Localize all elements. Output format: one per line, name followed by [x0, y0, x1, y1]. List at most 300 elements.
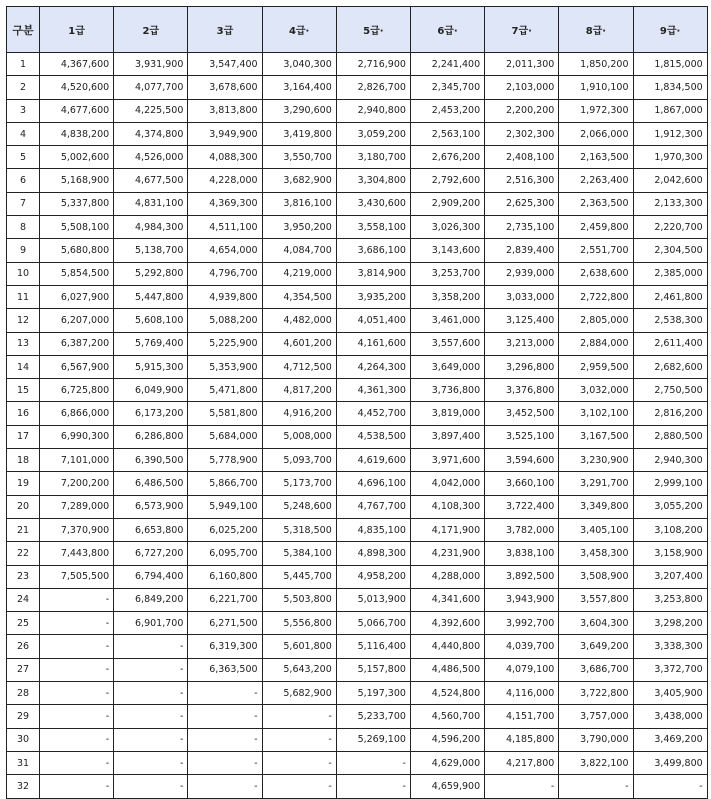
salary-cell: 4,817,200 [262, 379, 336, 402]
salary-cell: 5,066,700 [336, 612, 410, 635]
salary-cell: 4,939,800 [188, 285, 262, 308]
row-step-cell: 19 [7, 472, 40, 495]
salary-cell: 3,230,900 [559, 449, 633, 472]
salary-cell: - [114, 682, 188, 705]
table-row [7, 472, 708, 495]
salary-cell: 3,438,000 [633, 705, 707, 728]
salary-cell: 3,897,400 [410, 425, 484, 448]
salary-cell: 4,767,700 [336, 495, 410, 518]
salary-cell: - [40, 705, 114, 728]
row-step-cell: 1 [7, 53, 40, 76]
salary-cell: 6,387,200 [40, 332, 114, 355]
salary-cell: 7,370,900 [40, 518, 114, 541]
salary-cell: 4,601,200 [262, 332, 336, 355]
salary-cell: 3,291,700 [559, 472, 633, 495]
salary-cell: 2,805,000 [559, 309, 633, 332]
table-row [7, 658, 708, 681]
salary-cell: 3,405,100 [559, 518, 633, 541]
row-step-cell: 10 [7, 262, 40, 285]
salary-cell: 3,452,500 [485, 402, 559, 425]
salary-cell: 4,341,600 [410, 588, 484, 611]
salary-cell: 4,079,100 [485, 658, 559, 681]
salary-cell: 4,077,700 [114, 76, 188, 99]
salary-cell: 5,088,200 [188, 309, 262, 332]
salary-cell: 3,547,400 [188, 53, 262, 76]
row-step-cell: 26 [7, 635, 40, 658]
salary-cell: 3,892,500 [485, 565, 559, 588]
salary-cell: 3,349,800 [559, 495, 633, 518]
header-cell-category: 구분 [7, 7, 40, 53]
salary-cell: 5,337,800 [40, 192, 114, 215]
salary-cell: 2,716,900 [336, 53, 410, 76]
salary-cell: 2,826,700 [336, 76, 410, 99]
salary-table [6, 6, 708, 799]
table-row [7, 379, 708, 402]
salary-cell: 6,866,000 [40, 402, 114, 425]
header-cell-grade-2: 2급 [114, 7, 188, 53]
table-row [7, 542, 708, 565]
salary-cell: 3,164,400 [262, 76, 336, 99]
salary-cell: 3,649,200 [559, 635, 633, 658]
salary-cell: 6,271,500 [188, 612, 262, 635]
salary-cell: 5,447,800 [114, 285, 188, 308]
salary-cell: 4,696,100 [336, 472, 410, 495]
salary-cell: 2,516,300 [485, 169, 559, 192]
salary-cell: 4,369,300 [188, 192, 262, 215]
salary-cell: 5,168,900 [40, 169, 114, 192]
salary-cell: 6,727,200 [114, 542, 188, 565]
salary-cell: 5,384,100 [262, 542, 336, 565]
salary-cell: 6,286,800 [114, 425, 188, 448]
salary-cell: 5,008,000 [262, 425, 336, 448]
salary-cell: 3,814,900 [336, 262, 410, 285]
salary-cell: 2,682,600 [633, 355, 707, 378]
salary-cell: - [188, 705, 262, 728]
table-row [7, 76, 708, 99]
salary-cell: 3,213,000 [485, 332, 559, 355]
salary-cell: 2,940,800 [336, 99, 410, 122]
salary-cell: 3,943,900 [485, 588, 559, 611]
salary-cell: 4,482,000 [262, 309, 336, 332]
row-step-cell: 24 [7, 588, 40, 611]
salary-cell: - [559, 775, 633, 798]
table-row [7, 495, 708, 518]
salary-cell: - [40, 682, 114, 705]
salary-cell: 5,445,700 [262, 565, 336, 588]
row-step-cell: 32 [7, 775, 40, 798]
salary-cell: 4,264,300 [336, 355, 410, 378]
row-step-cell: 17 [7, 425, 40, 448]
row-step-cell: 4 [7, 122, 40, 145]
salary-cell: 3,461,000 [410, 309, 484, 332]
salary-cell: - [40, 635, 114, 658]
salary-cell: 5,680,800 [40, 239, 114, 262]
salary-cell: - [40, 751, 114, 774]
salary-cell: 3,499,800 [633, 751, 707, 774]
salary-cell: 3,032,000 [559, 379, 633, 402]
salary-cell: 3,059,200 [336, 122, 410, 145]
salary-cell: - [262, 775, 336, 798]
salary-cell: 4,659,900 [410, 775, 484, 798]
salary-cell: 3,055,200 [633, 495, 707, 518]
salary-cell: - [633, 775, 707, 798]
salary-cell: 2,792,600 [410, 169, 484, 192]
table-row [7, 565, 708, 588]
salary-cell: 4,361,300 [336, 379, 410, 402]
salary-cell: 5,318,500 [262, 518, 336, 541]
salary-cell: 5,643,200 [262, 658, 336, 681]
table-row [7, 169, 708, 192]
salary-cell: 4,151,700 [485, 705, 559, 728]
salary-cell: 1,867,000 [633, 99, 707, 122]
header-cell-grade-8: 8급· [559, 7, 633, 53]
salary-cell: 4,520,600 [40, 76, 114, 99]
salary-cell: 1,815,000 [633, 53, 707, 76]
header-cell-grade-1: 1급 [40, 7, 114, 53]
salary-cell: - [114, 728, 188, 751]
salary-cell: 5,233,700 [336, 705, 410, 728]
row-step-cell: 20 [7, 495, 40, 518]
salary-cell: 3,469,200 [633, 728, 707, 751]
salary-cell: - [336, 751, 410, 774]
salary-cell: 3,290,600 [262, 99, 336, 122]
salary-cell: 2,241,400 [410, 53, 484, 76]
salary-cell: 4,916,200 [262, 402, 336, 425]
salary-cell: 3,757,000 [559, 705, 633, 728]
salary-cell: 3,405,900 [633, 682, 707, 705]
salary-cell: 6,207,000 [40, 309, 114, 332]
salary-cell: 4,898,300 [336, 542, 410, 565]
salary-cell: - [485, 775, 559, 798]
salary-cell: 5,503,800 [262, 588, 336, 611]
salary-cell: 4,367,600 [40, 53, 114, 76]
salary-cell: 2,939,000 [485, 262, 559, 285]
salary-cell: 2,220,700 [633, 216, 707, 239]
salary-cell: 3,296,800 [485, 355, 559, 378]
salary-cell: 3,430,600 [336, 192, 410, 215]
salary-cell: 3,358,200 [410, 285, 484, 308]
header-row [7, 7, 708, 53]
salary-cell: - [114, 775, 188, 798]
salary-cell: 5,769,400 [114, 332, 188, 355]
salary-cell: 2,385,000 [633, 262, 707, 285]
salary-cell: 3,813,800 [188, 99, 262, 122]
table-row [7, 518, 708, 541]
salary-cell: 5,269,100 [336, 728, 410, 751]
header-cell-grade-4: 4급· [262, 7, 336, 53]
table-row [7, 146, 708, 169]
salary-cell: 4,440,800 [410, 635, 484, 658]
row-step-cell: 12 [7, 309, 40, 332]
salary-table-container [6, 6, 708, 799]
table-row [7, 262, 708, 285]
salary-cell: 4,654,000 [188, 239, 262, 262]
salary-cell: 3,782,000 [485, 518, 559, 541]
salary-cell: 3,931,900 [114, 53, 188, 76]
salary-cell: 4,228,000 [188, 169, 262, 192]
salary-cell: 5,093,700 [262, 449, 336, 472]
salary-cell: 5,508,100 [40, 216, 114, 239]
salary-cell: 3,686,100 [336, 239, 410, 262]
salary-cell: 7,505,500 [40, 565, 114, 588]
salary-cell: 2,839,400 [485, 239, 559, 262]
table-row [7, 449, 708, 472]
salary-cell: 5,915,300 [114, 355, 188, 378]
salary-cell: - [40, 658, 114, 681]
salary-cell: - [188, 682, 262, 705]
salary-cell: 4,511,100 [188, 216, 262, 239]
row-step-cell: 29 [7, 705, 40, 728]
row-step-cell: 11 [7, 285, 40, 308]
salary-cell: 4,225,500 [114, 99, 188, 122]
salary-cell: 3,682,900 [262, 169, 336, 192]
table-row [7, 425, 708, 448]
table-row [7, 53, 708, 76]
salary-cell: 3,558,100 [336, 216, 410, 239]
salary-cell: 6,095,700 [188, 542, 262, 565]
salary-cell: 3,660,100 [485, 472, 559, 495]
table-row [7, 192, 708, 215]
salary-cell: - [262, 728, 336, 751]
salary-cell: 5,778,900 [188, 449, 262, 472]
salary-cell: 2,940,300 [633, 449, 707, 472]
salary-cell: 3,102,100 [559, 402, 633, 425]
salary-cell: - [336, 775, 410, 798]
salary-cell: 2,345,700 [410, 76, 484, 99]
table-row [7, 355, 708, 378]
table-row [7, 612, 708, 635]
salary-cell: 3,253,700 [410, 262, 484, 285]
salary-cell: 2,551,700 [559, 239, 633, 262]
salary-cell: 4,629,000 [410, 751, 484, 774]
salary-cell: 3,338,300 [633, 635, 707, 658]
salary-cell: 4,526,000 [114, 146, 188, 169]
salary-cell: 2,816,200 [633, 402, 707, 425]
salary-cell: 6,027,900 [40, 285, 114, 308]
salary-cell: 2,263,400 [559, 169, 633, 192]
salary-cell: 4,712,500 [262, 355, 336, 378]
header-cell-grade-3: 3급 [188, 7, 262, 53]
salary-cell: 3,819,000 [410, 402, 484, 425]
salary-cell: - [40, 612, 114, 635]
salary-cell: - [114, 705, 188, 728]
salary-cell: 3,458,300 [559, 542, 633, 565]
salary-cell: 6,567,900 [40, 355, 114, 378]
salary-cell: 5,556,800 [262, 612, 336, 635]
salary-cell: 1,972,300 [559, 99, 633, 122]
row-step-cell: 15 [7, 379, 40, 402]
salary-cell: 5,581,800 [188, 402, 262, 425]
salary-cell: 5,013,900 [336, 588, 410, 611]
row-step-cell: 3 [7, 99, 40, 122]
salary-cell: 4,116,000 [485, 682, 559, 705]
salary-cell: 2,363,500 [559, 192, 633, 215]
salary-cell: 2,722,800 [559, 285, 633, 308]
salary-cell: 4,171,900 [410, 518, 484, 541]
salary-cell: 3,508,900 [559, 565, 633, 588]
salary-cell: 4,288,000 [410, 565, 484, 588]
row-step-cell: 30 [7, 728, 40, 751]
table-row [7, 588, 708, 611]
salary-cell: 3,722,400 [485, 495, 559, 518]
salary-cell: - [40, 775, 114, 798]
salary-cell: 2,750,500 [633, 379, 707, 402]
salary-cell: 1,850,200 [559, 53, 633, 76]
table-row [7, 285, 708, 308]
salary-cell: 2,453,200 [410, 99, 484, 122]
salary-cell: 1,912,300 [633, 122, 707, 145]
salary-cell: 6,221,700 [188, 588, 262, 611]
salary-cell: 2,042,600 [633, 169, 707, 192]
salary-cell: 4,219,000 [262, 262, 336, 285]
row-step-cell: 21 [7, 518, 40, 541]
salary-cell: 3,838,100 [485, 542, 559, 565]
salary-cell: 4,231,900 [410, 542, 484, 565]
row-step-cell: 16 [7, 402, 40, 425]
salary-cell: 4,185,800 [485, 728, 559, 751]
salary-cell: 3,935,200 [336, 285, 410, 308]
salary-cell: 4,161,600 [336, 332, 410, 355]
salary-cell: 4,958,200 [336, 565, 410, 588]
header-cell-grade-7: 7급· [485, 7, 559, 53]
salary-cell: - [188, 728, 262, 751]
salary-cell: 4,538,500 [336, 425, 410, 448]
salary-cell: 2,880,500 [633, 425, 707, 448]
salary-cell: 2,999,100 [633, 472, 707, 495]
salary-cell: 6,990,300 [40, 425, 114, 448]
salary-cell: 1,910,100 [559, 76, 633, 99]
salary-cell: 4,392,600 [410, 612, 484, 635]
row-step-cell: 28 [7, 682, 40, 705]
salary-cell: 3,158,900 [633, 542, 707, 565]
table-row [7, 309, 708, 332]
salary-cell: 4,084,700 [262, 239, 336, 262]
salary-cell: 2,459,800 [559, 216, 633, 239]
salary-cell: 3,108,200 [633, 518, 707, 541]
salary-cell: 4,619,600 [336, 449, 410, 472]
salary-cell: 3,686,700 [559, 658, 633, 681]
table-row [7, 728, 708, 751]
salary-cell: 6,486,500 [114, 472, 188, 495]
table-row [7, 239, 708, 262]
salary-cell: 5,002,600 [40, 146, 114, 169]
salary-cell: 5,353,900 [188, 355, 262, 378]
row-step-cell: 8 [7, 216, 40, 239]
salary-cell: 1,970,300 [633, 146, 707, 169]
salary-cell: 4,051,400 [336, 309, 410, 332]
salary-cell: 6,173,200 [114, 402, 188, 425]
table-header [7, 7, 708, 53]
salary-cell: - [40, 588, 114, 611]
salary-cell: 3,949,900 [188, 122, 262, 145]
salary-cell: 3,992,700 [485, 612, 559, 635]
row-step-cell: 23 [7, 565, 40, 588]
salary-cell: 3,253,800 [633, 588, 707, 611]
salary-cell: 4,374,800 [114, 122, 188, 145]
salary-cell: 5,248,600 [262, 495, 336, 518]
salary-cell: 3,125,400 [485, 309, 559, 332]
row-step-cell: 5 [7, 146, 40, 169]
table-row [7, 682, 708, 705]
salary-cell: 2,133,300 [633, 192, 707, 215]
salary-cell: - [40, 728, 114, 751]
salary-cell: 4,042,000 [410, 472, 484, 495]
table-body [7, 53, 708, 799]
salary-cell: 3,372,700 [633, 658, 707, 681]
salary-cell: 3,550,700 [262, 146, 336, 169]
salary-cell: - [114, 635, 188, 658]
salary-cell: 2,611,400 [633, 332, 707, 355]
row-step-cell: 6 [7, 169, 40, 192]
table-row [7, 332, 708, 355]
salary-cell: 4,039,700 [485, 635, 559, 658]
salary-cell: 7,289,000 [40, 495, 114, 518]
salary-cell: 5,684,000 [188, 425, 262, 448]
salary-cell: 4,596,200 [410, 728, 484, 751]
salary-cell: 4,486,500 [410, 658, 484, 681]
salary-cell: 4,108,300 [410, 495, 484, 518]
salary-cell: 3,594,600 [485, 449, 559, 472]
salary-cell: 2,884,000 [559, 332, 633, 355]
row-step-cell: 22 [7, 542, 40, 565]
salary-cell: - [262, 705, 336, 728]
row-step-cell: 13 [7, 332, 40, 355]
salary-cell: 6,573,900 [114, 495, 188, 518]
salary-cell: 2,959,500 [559, 355, 633, 378]
salary-cell: 2,302,300 [485, 122, 559, 145]
header-cell-grade-6: 6급· [410, 7, 484, 53]
salary-cell: 2,200,200 [485, 99, 559, 122]
table-row [7, 122, 708, 145]
salary-cell: 6,849,200 [114, 588, 188, 611]
table-row [7, 402, 708, 425]
salary-cell: 3,736,800 [410, 379, 484, 402]
salary-cell: 3,026,300 [410, 216, 484, 239]
salary-cell: 5,197,300 [336, 682, 410, 705]
salary-cell: 2,163,500 [559, 146, 633, 169]
salary-cell: 2,408,100 [485, 146, 559, 169]
salary-cell: 6,653,800 [114, 518, 188, 541]
salary-cell: 5,157,800 [336, 658, 410, 681]
salary-cell: 7,200,200 [40, 472, 114, 495]
salary-cell: 1,834,500 [633, 76, 707, 99]
salary-cell: 3,167,500 [559, 425, 633, 448]
table-row [7, 635, 708, 658]
salary-cell: 6,025,200 [188, 518, 262, 541]
salary-cell: 5,608,100 [114, 309, 188, 332]
salary-cell: 2,011,300 [485, 53, 559, 76]
salary-cell: 4,524,800 [410, 682, 484, 705]
salary-cell: 4,838,200 [40, 122, 114, 145]
row-step-cell: 18 [7, 449, 40, 472]
salary-cell: 2,909,200 [410, 192, 484, 215]
salary-cell: 6,725,800 [40, 379, 114, 402]
salary-cell: 3,419,800 [262, 122, 336, 145]
salary-cell: 4,560,700 [410, 705, 484, 728]
row-step-cell: 14 [7, 355, 40, 378]
table-row [7, 99, 708, 122]
salary-cell: 3,376,800 [485, 379, 559, 402]
row-step-cell: 2 [7, 76, 40, 99]
salary-cell: 5,116,400 [336, 635, 410, 658]
salary-cell: 5,949,100 [188, 495, 262, 518]
salary-cell: 3,033,000 [485, 285, 559, 308]
salary-cell: 5,225,900 [188, 332, 262, 355]
salary-cell: 3,822,100 [559, 751, 633, 774]
salary-cell: - [188, 751, 262, 774]
salary-cell: 5,471,800 [188, 379, 262, 402]
salary-cell: 3,040,300 [262, 53, 336, 76]
